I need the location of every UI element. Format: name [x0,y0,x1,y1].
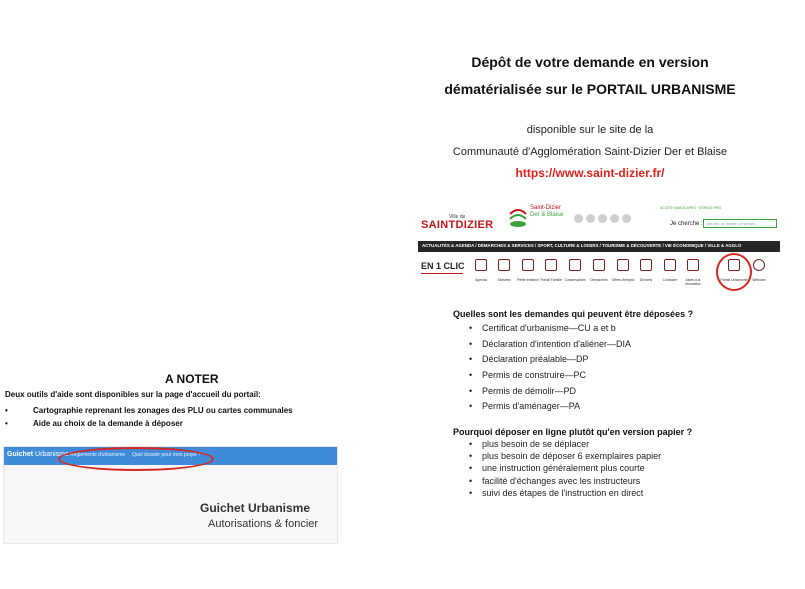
demandes-list [469,321,631,415]
chat-icon [664,259,676,271]
question-demandes: Quelles sont les demandes qui peuvent être déposées ? [453,309,694,319]
portal-screenshot [3,446,338,544]
clic-item-petite-enfance[interactable]: Petite enfance [517,258,539,292]
list-item: • Déclaration d'intention d'aliéner—DIA [469,337,631,353]
list-item: • plus besoin de déposer 6 exemplaires papier [469,450,661,462]
briefcase-icon [617,259,629,271]
list-item: • une instruction généralement plus courte [469,462,661,474]
en1clic-underline [421,273,463,274]
heading-line-1: Dépôt de votre demande en version [471,54,709,70]
ville-logo-text: SAINTDIZIER [421,219,494,231]
webcam-icon [753,259,765,271]
pen-icon [593,259,605,271]
list-item: • facilité d'échanges avec les instructeurs [469,475,661,487]
note-title: A NOTER [165,372,219,386]
question-pourquoi: Pourquoi déposer en ligne plutôt qu'en version papier ? [453,427,693,437]
agglo-logo-icon [508,206,528,228]
note-bullet: • Aide au choix de la demande à déposer [5,417,293,430]
music-note-icon [569,259,581,271]
child-icon [522,259,534,271]
clic-item-portail-urbanisme[interactable]: Portail Urbanisme [723,258,745,292]
site-url-link[interactable]: https://www.saint-dizier.fr/ [515,166,665,180]
list-item: • Permis de démolir—PD [469,384,631,400]
clic-item-demarches[interactable]: Démarches [588,258,610,292]
clic-item-aides-renovation[interactable]: Aides à la rénovation [682,258,704,292]
clic-item-conservatoire[interactable]: Conservatoire [564,258,586,292]
top-links[interactable]: ACCÈS HANDICAPÉS · ESPACE PRO [660,206,722,210]
avantages-list [469,438,661,499]
heading-line-2: dématérialisée sur le PORTAIL URBANISME [444,81,736,97]
twitter-icon[interactable] [586,214,595,223]
facebook-icon[interactable] [574,214,583,223]
availability-line-1: disponible sur le site de la [526,124,654,136]
house-icon [687,259,699,271]
list-item: • plus besoin de se déplacer [469,438,661,450]
instagram-icon[interactable] [598,214,607,223]
clic-item-dechets[interactable]: Déchets [635,258,657,292]
clic-item-portail-famille[interactable]: Portail Famille [540,258,562,292]
link-quel-dossier[interactable]: Quel dossier pour mon projet ? [132,452,201,458]
alert-icon [498,259,510,271]
portal-subtitle: Autorisations & foncier [208,518,319,530]
clic-item-webcam[interactable]: Webcam [748,258,770,292]
highlight-oval [716,253,752,291]
list-item: • suivi des étapes de l'instruction en direct [469,487,661,499]
agglo-logo-text: Saint-Dizier Der & Blaise [530,205,564,218]
search-input[interactable]: Une info, un horaire, un service... [703,219,777,228]
ville-de-label: Ville de [449,214,466,220]
clic-item-offres-emploi[interactable]: Offres d'emploi [612,258,634,292]
linkedin-icon[interactable] [622,214,631,223]
main-nav-items[interactable]: ACTUALITÉS & AGENDA / DÉMARCHES & SERVICES / SPORT, CULTURE & LOISIRS / TOURISME & DÉCOUVERTE / VIE ÉCONOMIQUE / VILLE & AGGLO [422,243,742,248]
list-item: • Certificat d'urbanisme—CU a et b [469,321,631,337]
portal-title: Guichet Urbanisme [200,501,311,515]
family-icon [545,259,557,271]
list-item: • Permis d'aménager—PA [469,399,631,415]
calendar-icon [475,259,487,271]
list-item: • Déclaration préalable—DP [469,352,631,368]
highlight-oval [58,447,214,471]
note-bullet: • Cartographie reprenant les zonages des PLU ou cartes communales [5,404,293,417]
trash-icon [640,259,652,271]
en1clic-title: EN 1 CLIC [421,261,465,271]
link-reglements-urbanisme[interactable]: Règlements d'urbanisme [70,452,126,458]
main-nav-bar [418,241,780,252]
note-intro: Deux outils d'aide sont disponibles sur la page d'accueil du portail: [5,390,261,399]
availability-line-2: Communauté d'Agglomération Saint-Dizier Der et Blaise [452,146,728,158]
youtube-icon[interactable] [610,214,619,223]
website-screenshot [418,200,780,292]
search-label: Je cherche : [670,221,703,227]
list-item: • Permis de construire—PC [469,368,631,384]
clic-item-agenda[interactable]: Agenda [470,258,492,292]
clic-item-contacter[interactable]: Contacter [659,258,681,292]
portal-brand: Guichet Urbanisme [7,451,69,458]
note-bullet-list [5,404,293,430]
clic-item-sinistres[interactable]: Sinistres [493,258,515,292]
